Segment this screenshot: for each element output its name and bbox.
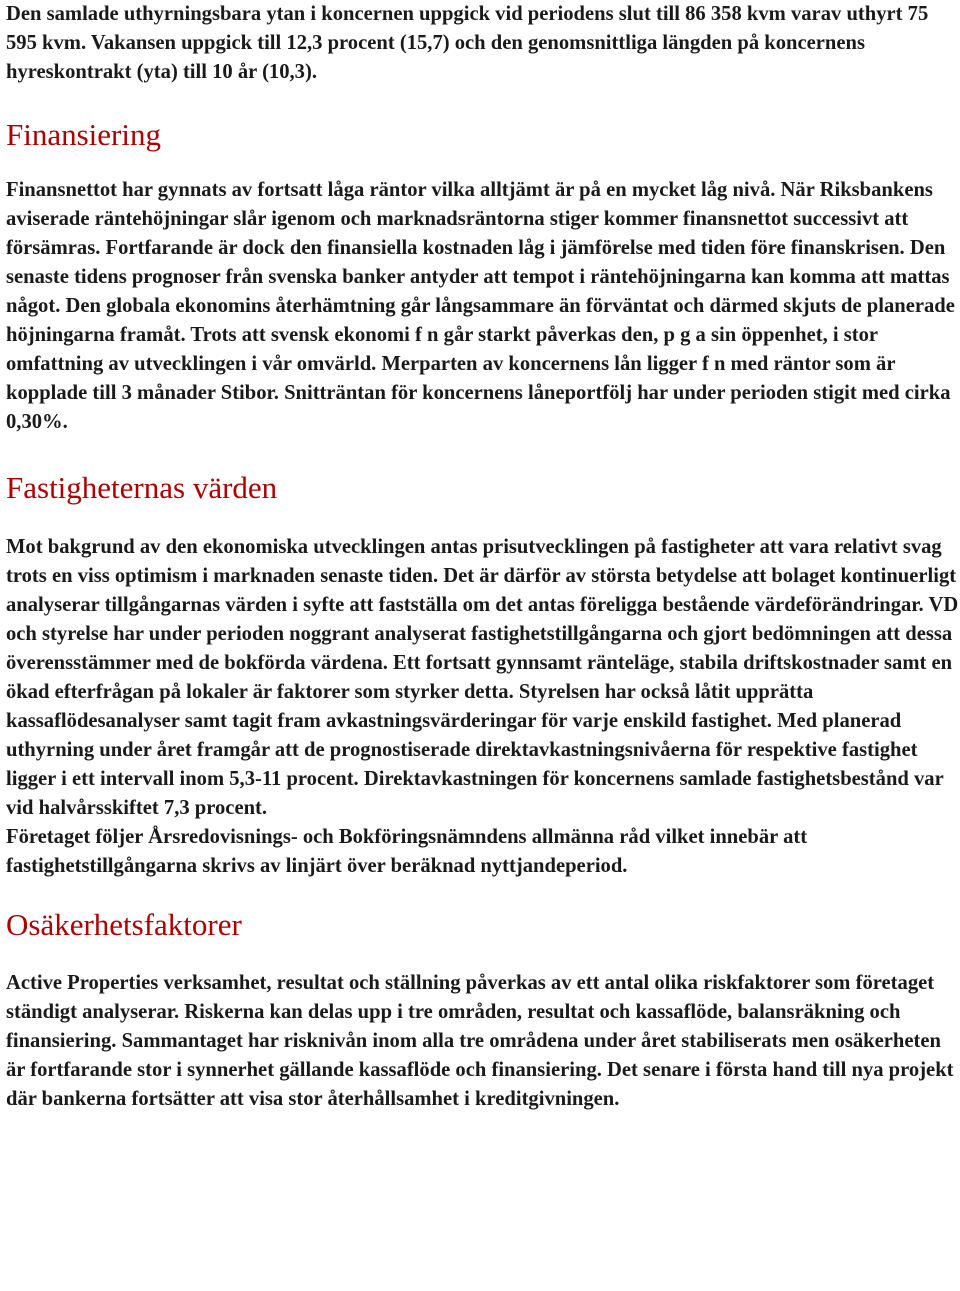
paragraph-fastigheternas-varden-2: Företaget följer Årsredovisnings- och Bokföringsnämndens allmänna råd vilket innebär att fastighetstillgångarna skrivs av linjärt över beräknad nyttjandeperiod.	[6, 826, 808, 877]
heading-finansiering: Finansiering	[6, 117, 161, 152]
paragraph-fastigheternas-varden: Mot bakgrund av den ekonomiska utvecklingen antas prisutvecklingen på fastigheter att vara relativt svag trots en viss optimism i marknaden senaste tiden. Det är därför av största betydelse att bolaget kontinuerligt analyserar tillgångarnas värden i syfte att fastställa om det antas föreligga bestående värdeförändringar. VD och styrelse har under perioden noggrant analyserat fastighetstillgångarna och gjort bedömningen att dessa överensstämmer med de bokförda värdena. Ett fortsatt gynnsamt ränteläge, stabila driftskostnader samt en ökad efterfrågan på lokaler är faktorer som styrker detta. Styrelsen har också låtit upprätta kassaflödesanalyser samt tagit fram avkastningsvärderingar för varje enskild fastighet. Med planerad uthyrning under året framgår att de prognostiserade direktavkastningsnivåerna för respektive fastighet ligger i ett intervall inom 5,3-11 procent. Direktavkastningen för koncernens samlade fastighetsbestånd var vid halvårsskiftet 7,3 procent.	[6, 536, 959, 819]
paragraph-osakerhetsfaktorer: Active Properties verksamhet, resultat och ställning påverkas av ett antal olika riskfaktorer som företaget ständigt analyserar. Riskerna kan delas upp i tre områden, resultat och kassaflöde, balansräkning och finansiering. Sammantaget har risknivån inom alla tre områdena under året stabiliserats men osäkerheten är fortfarande stor i synnerhet gällande kassaflöde och finansiering. Det senare i första hand till nya projekt där bankerna fortsätter att visa stor återhållsamhet i kreditgivningen.	[6, 972, 954, 1110]
heading-fastigheternas-varden: Fastigheternas värden	[6, 470, 278, 505]
paragraph-finansiering: Finansnettot har gynnats av fortsatt låga räntor vilka alltjämt är på en mycket låg nivå. När Riksbankens aviserade räntehöjningar slår igenom och marknadsräntorna stiger kommer finansnettot successivt att försämras. Fortfarande är dock den finansiella kostnaden låg i jämförelse med tiden före finanskrisen. Den senaste tidens prognoser från svenska banker antyder att tempot i räntehöjningarna kan komma att mattas något. Den globala ekonomins återhämtning går långsammare än förväntat och därmed skjuts de planerade höjningarna framåt. Trots att svensk ekonomi f n går starkt påverkas den, p g a sin öppenhet, i stor omfattning av utvecklingen i vår omvärld. Merparten av koncernens lån ligger f n med räntor som är kopplade till 3 månader Stibor. Snitträntan för koncernens låneportfölj har under perioden stigit med cirka 0,30%.	[6, 179, 955, 433]
intro-paragraph: Den samlade uthyrningsbara ytan i koncernen uppgick vid periodens slut till 86 358 kvm varav uthyrt 75 595 kvm. Vakansen uppgick till 12,3 procent (15,7) och den genomsnittliga längden på koncernens hyreskontrakt (yta) till 10 år (10,3).	[6, 3, 929, 83]
heading-osakerhetsfaktorer: Osäkerhetsfaktorer	[6, 907, 242, 942]
